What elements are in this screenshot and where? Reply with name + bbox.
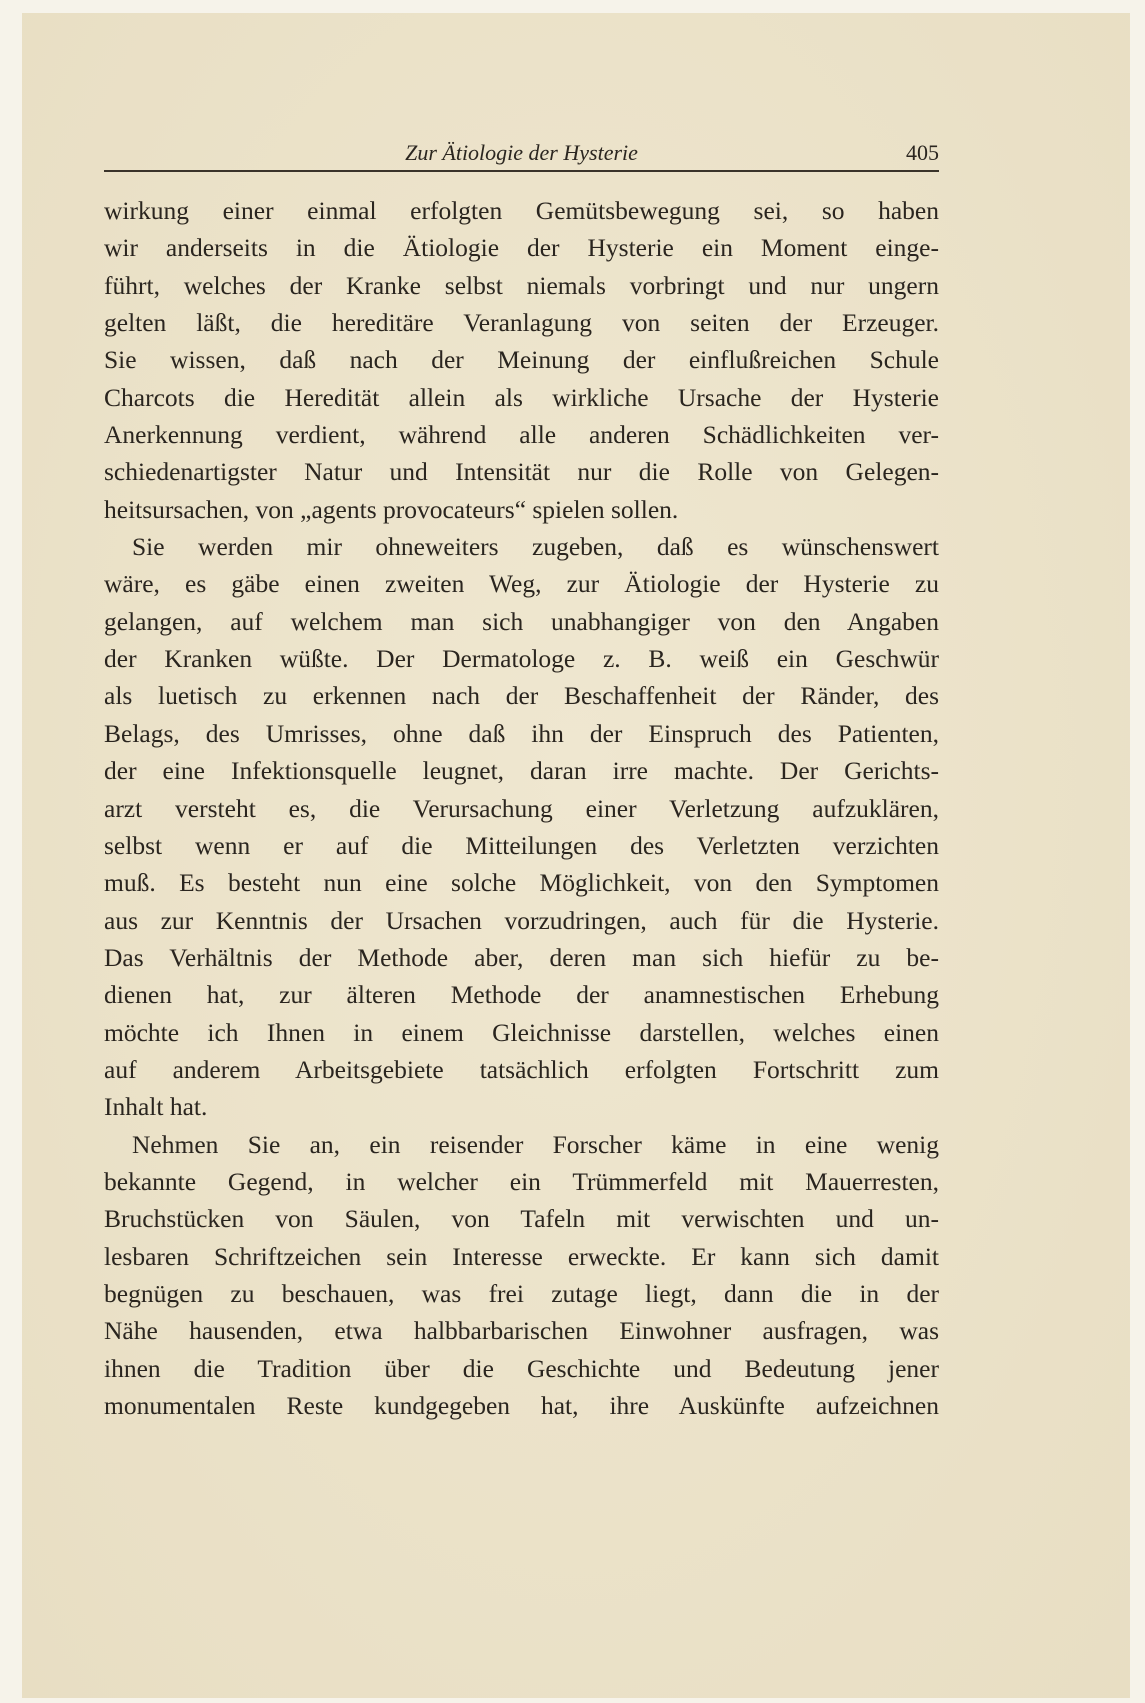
text-line: schiedenartigster Natur und Intensität nur die Rolle von Gelegen-: [104, 457, 939, 487]
text-line: Belags, des Umrisses, ohne daß ihn der Einspruch des Patienten,: [104, 718, 939, 748]
page-number: 405: [906, 140, 939, 165]
text-line: bekannte Gegend, in welcher ein Trümmerfeld mit Mauerresten,: [104, 1166, 939, 1196]
text-line: wirkung einer einmal erfolgten Gemütsbewegung sei, so haben: [104, 196, 939, 225]
text-line: führt, welches der Kranke selbst niemals vorbringt und nur ungern: [104, 270, 939, 300]
text-line: dienen hat, zur älteren Methode der anamnestischen Erhebung: [104, 980, 939, 1010]
running-title: Zur Ätiologie der Hysterie: [405, 140, 638, 165]
header-rule: [104, 170, 939, 172]
text-line: Nähe hausenden, etwa halbbarbarischen Einwohner ausfragen, was: [104, 1316, 939, 1346]
body-text: [104, 192, 939, 1424]
running-header: [104, 140, 939, 172]
text-line: selbst wenn er auf die Mitteilungen des Verletzten verzichten: [104, 830, 939, 860]
text-line: aus zur Kenntnis der Ursachen vorzudringen, auch für die Hysterie.: [104, 905, 939, 935]
text-line: gelten läßt, die hereditäre Veranlagung von seiten der Erzeuger.: [104, 308, 939, 338]
text-line: Sie werden mir ohneweiters zugeben, daß es wünschenswert: [132, 532, 939, 562]
text-line: als luetisch zu erkennen nach der Beschaffenheit der Ränder, des: [104, 681, 939, 711]
text-line: lesbaren Schriftzeichen sein Interesse erweckte. Er kann sich damit: [104, 1241, 939, 1271]
text-line: Bruchstücken von Säulen, von Tafeln mit verwischten und un-: [104, 1204, 939, 1234]
text-line: der Kranken wüßte. Der Dermatologe z. B. weiß ein Geschwür: [104, 644, 939, 674]
text-line: Nehmen Sie an, ein reisender Forscher käme in eine wenig: [132, 1129, 939, 1159]
text-line: möchte ich Ihnen in einem Gleichnisse darstellen, welches einen: [104, 1017, 939, 1047]
text-line: Charcots die Heredität allein als wirkliche Ursache der Hysterie: [104, 382, 939, 412]
text-line: wäre, es gäbe einen zweiten Weg, zur Ätiologie der Hysterie zu: [104, 569, 939, 599]
text-line: gelangen, auf welchem man sich unabhangiger von den Angaben: [104, 606, 939, 636]
text-line: Inhalt hat.: [104, 1092, 208, 1122]
text-line: monumentalen Reste kundgegeben hat, ihre Auskünfte aufzeichnen: [104, 1391, 939, 1420]
text-line: heitsursachen, von „agents provocateurs“ spielen sollen.: [104, 494, 679, 524]
text-line: begnügen zu beschauen, was frei zutage liegt, dann die in der: [104, 1278, 939, 1308]
text-line: arzt versteht es, die Verursachung einer Verletzung aufzuklären,: [104, 793, 939, 823]
text-line: Anerkennung verdient, während alle anderen Schädlichkeiten ver-: [104, 420, 939, 450]
text-line: Sie wissen, daß nach der Meinung der einflußreichen Schule: [104, 345, 939, 375]
text-line: muß. Es besteht nun eine solche Möglichkeit, von den Symptomen: [104, 868, 939, 898]
text-line: wir anderseits in die Ätiologie der Hysterie ein Moment einge-: [104, 233, 939, 263]
text-line: Das Verhältnis der Methode aber, deren man sich hiefür zu be-: [104, 942, 939, 972]
text-line: auf anderem Arbeitsgebiete tatsächlich erfolgten Fortschritt zum: [104, 1054, 939, 1084]
text-line: ihnen die Tradition über die Geschichte und Bedeutung jener: [104, 1353, 939, 1383]
text-line: der eine Infektionsquelle leugnet, daran irre machte. Der Gerichts-: [104, 756, 939, 786]
